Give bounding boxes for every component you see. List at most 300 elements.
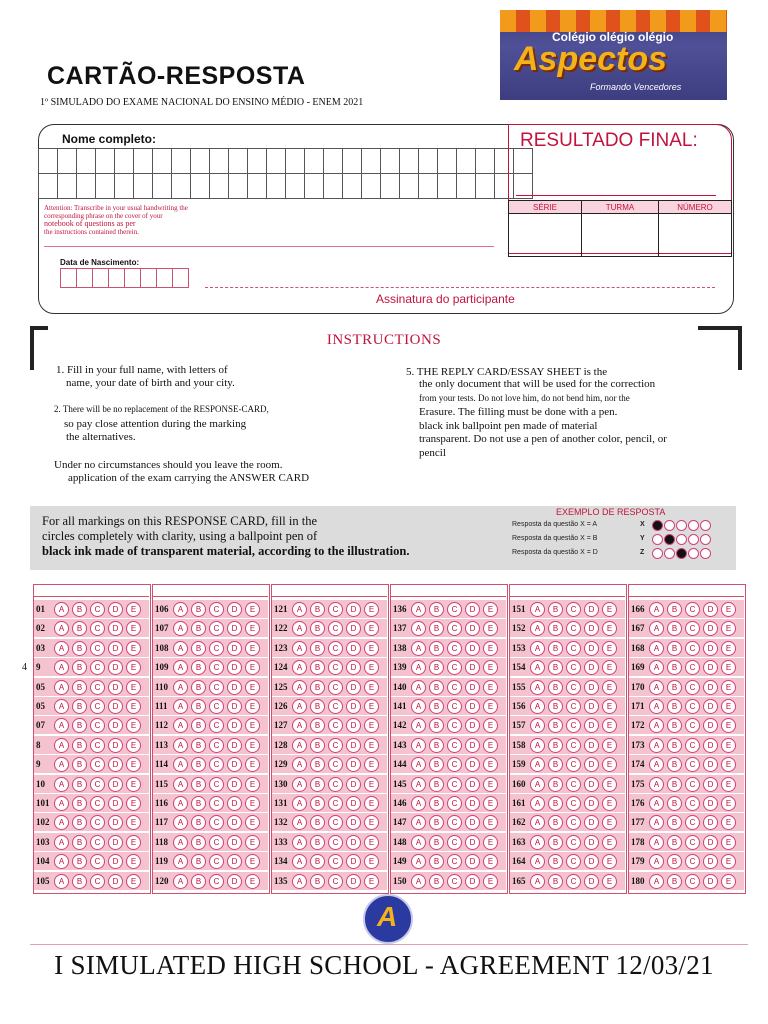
- answer-bubble-d[interactable]: D: [584, 641, 599, 656]
- answer-bubble-d[interactable]: D: [227, 874, 242, 889]
- answer-bubble-d[interactable]: D: [346, 874, 361, 889]
- answer-bubble-e[interactable]: E: [364, 757, 379, 772]
- answer-bubble-c[interactable]: C: [90, 660, 105, 675]
- answer-bubble-d[interactable]: D: [703, 680, 718, 695]
- answer-bubble-b[interactable]: B: [429, 699, 444, 714]
- answer-bubble-e[interactable]: E: [602, 796, 617, 811]
- answer-bubble-d[interactable]: D: [346, 641, 361, 656]
- name-letter-box[interactable]: [362, 149, 381, 174]
- answer-bubble-d[interactable]: D: [465, 835, 480, 850]
- answer-bubble-a[interactable]: A: [530, 854, 545, 869]
- name-letter-box[interactable]: [267, 174, 286, 199]
- answer-bubble-b[interactable]: B: [429, 874, 444, 889]
- answer-bubble-d[interactable]: D: [346, 757, 361, 772]
- name-letter-box[interactable]: [438, 174, 457, 199]
- answer-bubble-b[interactable]: B: [429, 777, 444, 792]
- answer-bubble-d[interactable]: D: [346, 718, 361, 733]
- name-letter-box[interactable]: [39, 149, 58, 174]
- name-letter-box[interactable]: [419, 174, 438, 199]
- answer-bubble-b[interactable]: B: [310, 680, 325, 695]
- answer-bubble-d[interactable]: D: [227, 738, 242, 753]
- answer-bubble-a[interactable]: A: [173, 815, 188, 830]
- answer-bubble-a[interactable]: A: [292, 777, 307, 792]
- answer-bubble-c[interactable]: C: [447, 854, 462, 869]
- name-letter-box[interactable]: [381, 149, 400, 174]
- answer-bubble-b[interactable]: B: [548, 602, 563, 617]
- dob-digit-box[interactable]: [141, 269, 157, 288]
- answer-bubble-a[interactable]: A: [649, 680, 664, 695]
- answer-bubble-c[interactable]: C: [209, 777, 224, 792]
- answer-bubble-d[interactable]: D: [465, 680, 480, 695]
- answer-bubble-c[interactable]: C: [209, 621, 224, 636]
- answer-bubble-c[interactable]: C: [328, 854, 343, 869]
- name-letter-box[interactable]: [77, 149, 96, 174]
- name-letter-box[interactable]: [400, 149, 419, 174]
- dob-digit-box[interactable]: [157, 269, 173, 288]
- numero-field[interactable]: [659, 214, 732, 257]
- answer-bubble-e[interactable]: E: [483, 796, 498, 811]
- answer-bubble-c[interactable]: C: [209, 874, 224, 889]
- answer-bubble-a[interactable]: A: [173, 602, 188, 617]
- answer-bubble-c[interactable]: C: [209, 835, 224, 850]
- answer-bubble-a[interactable]: A: [530, 874, 545, 889]
- answer-bubble-d[interactable]: D: [584, 680, 599, 695]
- answer-bubble-a[interactable]: A: [649, 699, 664, 714]
- answer-bubble-d[interactable]: D: [465, 602, 480, 617]
- answer-bubble-d[interactable]: D: [346, 621, 361, 636]
- answer-bubble-c[interactable]: C: [685, 699, 700, 714]
- answer-bubble-a[interactable]: A: [411, 777, 426, 792]
- answer-bubble-b[interactable]: B: [548, 777, 563, 792]
- dob-boxes[interactable]: [60, 268, 189, 288]
- answer-bubble-a[interactable]: A: [411, 641, 426, 656]
- answer-bubble-b[interactable]: B: [72, 718, 87, 733]
- answer-bubble-d[interactable]: D: [346, 738, 361, 753]
- answer-bubble-c[interactable]: C: [447, 641, 462, 656]
- name-letter-box[interactable]: [115, 149, 134, 174]
- answer-bubble-e[interactable]: E: [721, 757, 736, 772]
- answer-bubble-c[interactable]: C: [447, 738, 462, 753]
- name-letter-box[interactable]: [172, 174, 191, 199]
- answer-bubble-d[interactable]: D: [108, 874, 123, 889]
- answer-bubble-e[interactable]: E: [721, 699, 736, 714]
- answer-bubble-b[interactable]: B: [191, 602, 206, 617]
- answer-bubble-c[interactable]: C: [328, 718, 343, 733]
- answer-bubble-a[interactable]: A: [649, 757, 664, 772]
- answer-bubble-e[interactable]: E: [364, 777, 379, 792]
- answer-bubble-e[interactable]: E: [602, 815, 617, 830]
- answer-bubble-e[interactable]: E: [126, 854, 141, 869]
- answer-bubble-a[interactable]: A: [292, 796, 307, 811]
- answer-bubble-c[interactable]: C: [685, 757, 700, 772]
- answer-bubble-b[interactable]: B: [548, 621, 563, 636]
- name-letter-box[interactable]: [210, 149, 229, 174]
- answer-bubble-c[interactable]: C: [328, 621, 343, 636]
- answer-bubble-a[interactable]: A: [649, 641, 664, 656]
- answer-bubble-c[interactable]: C: [209, 757, 224, 772]
- name-letter-box[interactable]: [39, 174, 58, 199]
- answer-bubble-a[interactable]: A: [54, 738, 69, 753]
- answer-bubble-b[interactable]: B: [72, 660, 87, 675]
- answer-bubble-a[interactable]: A: [411, 757, 426, 772]
- answer-bubble-a[interactable]: A: [173, 699, 188, 714]
- answer-bubble-d[interactable]: D: [108, 680, 123, 695]
- answer-bubble-a[interactable]: A: [530, 680, 545, 695]
- answer-bubble-e[interactable]: E: [483, 777, 498, 792]
- answer-bubble-e[interactable]: E: [245, 621, 260, 636]
- answer-bubble-c[interactable]: C: [566, 874, 581, 889]
- name-letter-box[interactable]: [305, 174, 324, 199]
- answer-bubble-a[interactable]: A: [173, 641, 188, 656]
- answer-bubble-c[interactable]: C: [685, 777, 700, 792]
- answer-bubble-a[interactable]: A: [54, 757, 69, 772]
- answer-bubble-b[interactable]: B: [310, 718, 325, 733]
- answer-bubble-c[interactable]: C: [685, 738, 700, 753]
- phrase-line[interactable]: [44, 246, 494, 247]
- answer-bubble-c[interactable]: C: [447, 777, 462, 792]
- answer-bubble-c[interactable]: C: [566, 718, 581, 733]
- answer-bubble-a[interactable]: A: [649, 718, 664, 733]
- answer-bubble-b[interactable]: B: [310, 777, 325, 792]
- name-letter-box[interactable]: [77, 174, 96, 199]
- answer-bubble-e[interactable]: E: [483, 718, 498, 733]
- answer-bubble-b[interactable]: B: [667, 874, 682, 889]
- answer-bubble-a[interactable]: A: [649, 738, 664, 753]
- serie-field[interactable]: [509, 214, 582, 257]
- answer-bubble-b[interactable]: B: [548, 854, 563, 869]
- answer-bubble-a[interactable]: A: [173, 660, 188, 675]
- answer-bubble-d[interactable]: D: [346, 854, 361, 869]
- answer-bubble-d[interactable]: D: [584, 699, 599, 714]
- answer-bubble-c[interactable]: C: [90, 602, 105, 617]
- answer-bubble-d[interactable]: D: [108, 738, 123, 753]
- answer-bubble-b[interactable]: B: [429, 602, 444, 617]
- answer-bubble-d[interactable]: D: [108, 835, 123, 850]
- answer-bubble-d[interactable]: D: [108, 699, 123, 714]
- answer-bubble-a[interactable]: A: [530, 621, 545, 636]
- answer-bubble-a[interactable]: A: [173, 621, 188, 636]
- answer-bubble-a[interactable]: A: [292, 621, 307, 636]
- answer-bubble-b[interactable]: B: [548, 680, 563, 695]
- answer-bubble-a[interactable]: A: [411, 660, 426, 675]
- answer-bubble-e[interactable]: E: [602, 602, 617, 617]
- answer-bubble-d[interactable]: D: [703, 621, 718, 636]
- answer-bubble-e[interactable]: E: [721, 815, 736, 830]
- answer-bubble-e[interactable]: E: [126, 815, 141, 830]
- answer-bubble-d[interactable]: D: [465, 738, 480, 753]
- answer-bubble-c[interactable]: C: [328, 738, 343, 753]
- answer-bubble-b[interactable]: B: [548, 738, 563, 753]
- answer-bubble-b[interactable]: B: [667, 777, 682, 792]
- answer-bubble-a[interactable]: A: [530, 815, 545, 830]
- name-letter-box[interactable]: [476, 174, 495, 199]
- answer-bubble-e[interactable]: E: [721, 874, 736, 889]
- answer-bubble-a[interactable]: A: [649, 777, 664, 792]
- answer-bubble-d[interactable]: D: [703, 738, 718, 753]
- answer-bubble-a[interactable]: A: [292, 835, 307, 850]
- answer-bubble-c[interactable]: C: [685, 815, 700, 830]
- answer-bubble-a[interactable]: A: [411, 835, 426, 850]
- name-letter-box[interactable]: [115, 174, 134, 199]
- answer-bubble-d[interactable]: D: [108, 621, 123, 636]
- answer-bubble-d[interactable]: D: [584, 718, 599, 733]
- answer-bubble-b[interactable]: B: [667, 699, 682, 714]
- answer-bubble-b[interactable]: B: [548, 796, 563, 811]
- answer-bubble-b[interactable]: B: [191, 815, 206, 830]
- answer-bubble-e[interactable]: E: [602, 718, 617, 733]
- answer-bubble-b[interactable]: B: [72, 874, 87, 889]
- answer-bubble-d[interactable]: D: [465, 660, 480, 675]
- answer-bubble-b[interactable]: B: [667, 738, 682, 753]
- name-letter-box[interactable]: [191, 174, 210, 199]
- answer-bubble-c[interactable]: C: [209, 680, 224, 695]
- answer-bubble-b[interactable]: B: [72, 796, 87, 811]
- answer-bubble-e[interactable]: E: [245, 718, 260, 733]
- answer-bubble-a[interactable]: A: [292, 680, 307, 695]
- answer-bubble-c[interactable]: C: [685, 602, 700, 617]
- name-letter-box[interactable]: [400, 174, 419, 199]
- answer-bubble-c[interactable]: C: [209, 738, 224, 753]
- answer-bubble-d[interactable]: D: [584, 738, 599, 753]
- answer-bubble-a[interactable]: A: [530, 757, 545, 772]
- answer-bubble-a[interactable]: A: [54, 660, 69, 675]
- name-letter-box[interactable]: [134, 149, 153, 174]
- answer-bubble-c[interactable]: C: [447, 815, 462, 830]
- answer-bubble-e[interactable]: E: [483, 835, 498, 850]
- answer-bubble-e[interactable]: E: [245, 660, 260, 675]
- name-letter-box[interactable]: [324, 174, 343, 199]
- answer-bubble-e[interactable]: E: [245, 757, 260, 772]
- answer-bubble-a[interactable]: A: [54, 854, 69, 869]
- answer-bubble-b[interactable]: B: [667, 641, 682, 656]
- answer-bubble-e[interactable]: E: [483, 815, 498, 830]
- name-letter-box[interactable]: [210, 174, 229, 199]
- answer-bubble-b[interactable]: B: [191, 680, 206, 695]
- answer-bubble-c[interactable]: C: [566, 777, 581, 792]
- answer-bubble-d[interactable]: D: [584, 796, 599, 811]
- answer-bubble-d[interactable]: D: [465, 796, 480, 811]
- answer-bubble-e[interactable]: E: [483, 602, 498, 617]
- answer-bubble-e[interactable]: E: [126, 738, 141, 753]
- answer-bubble-d[interactable]: D: [465, 854, 480, 869]
- answer-bubble-d[interactable]: D: [227, 718, 242, 733]
- answer-bubble-a[interactable]: A: [530, 718, 545, 733]
- answer-bubble-d[interactable]: D: [227, 621, 242, 636]
- answer-bubble-e[interactable]: E: [364, 738, 379, 753]
- answer-bubble-b[interactable]: B: [310, 641, 325, 656]
- answer-bubble-a[interactable]: A: [649, 874, 664, 889]
- answer-bubble-a[interactable]: A: [54, 874, 69, 889]
- answer-bubble-e[interactable]: E: [483, 757, 498, 772]
- dob-digit-box[interactable]: [173, 269, 189, 288]
- answer-bubble-b[interactable]: B: [310, 699, 325, 714]
- answer-bubble-e[interactable]: E: [483, 738, 498, 753]
- answer-bubble-b[interactable]: B: [191, 641, 206, 656]
- answer-bubble-d[interactable]: D: [584, 660, 599, 675]
- answer-bubble-d[interactable]: D: [227, 602, 242, 617]
- answer-bubble-d[interactable]: D: [703, 835, 718, 850]
- answer-bubble-c[interactable]: C: [447, 621, 462, 636]
- answer-bubble-a[interactable]: A: [411, 602, 426, 617]
- answer-bubble-d[interactable]: D: [108, 641, 123, 656]
- answer-bubble-c[interactable]: C: [566, 699, 581, 714]
- answer-bubble-a[interactable]: A: [530, 777, 545, 792]
- answer-bubble-c[interactable]: C: [685, 660, 700, 675]
- answer-bubble-e[interactable]: E: [721, 796, 736, 811]
- answer-bubble-e[interactable]: E: [602, 641, 617, 656]
- answer-bubble-b[interactable]: B: [667, 602, 682, 617]
- answer-bubble-b[interactable]: B: [72, 680, 87, 695]
- name-grid[interactable]: [38, 148, 533, 199]
- answer-bubble-e[interactable]: E: [602, 738, 617, 753]
- answer-bubble-d[interactable]: D: [584, 835, 599, 850]
- name-letter-box[interactable]: [362, 174, 381, 199]
- turma-field[interactable]: [582, 214, 659, 257]
- answer-bubble-a[interactable]: A: [530, 796, 545, 811]
- answer-bubble-e[interactable]: E: [364, 641, 379, 656]
- answer-bubble-e[interactable]: E: [721, 621, 736, 636]
- answer-bubble-a[interactable]: A: [649, 796, 664, 811]
- answer-bubble-d[interactable]: D: [346, 699, 361, 714]
- answer-bubble-d[interactable]: D: [108, 718, 123, 733]
- answer-bubble-a[interactable]: A: [54, 699, 69, 714]
- answer-bubble-e[interactable]: E: [126, 602, 141, 617]
- answer-bubble-d[interactable]: D: [703, 874, 718, 889]
- answer-bubble-a[interactable]: A: [411, 796, 426, 811]
- answer-bubble-e[interactable]: E: [483, 874, 498, 889]
- answer-bubble-b[interactable]: B: [667, 815, 682, 830]
- answer-bubble-c[interactable]: C: [447, 660, 462, 675]
- name-letter-box[interactable]: [96, 174, 115, 199]
- answer-bubble-b[interactable]: B: [310, 815, 325, 830]
- answer-bubble-c[interactable]: C: [566, 815, 581, 830]
- answer-bubble-b[interactable]: B: [72, 835, 87, 850]
- answer-bubble-c[interactable]: C: [566, 621, 581, 636]
- answer-bubble-c[interactable]: C: [90, 757, 105, 772]
- answer-bubble-a[interactable]: A: [411, 854, 426, 869]
- answer-bubble-c[interactable]: C: [209, 602, 224, 617]
- answer-bubble-e[interactable]: E: [245, 835, 260, 850]
- answer-bubble-c[interactable]: C: [685, 680, 700, 695]
- answer-bubble-e[interactable]: E: [483, 680, 498, 695]
- answer-bubble-c[interactable]: C: [685, 796, 700, 811]
- answer-bubble-c[interactable]: C: [566, 602, 581, 617]
- answer-bubble-b[interactable]: B: [429, 835, 444, 850]
- answer-bubble-e[interactable]: E: [245, 699, 260, 714]
- answer-bubble-b[interactable]: B: [191, 757, 206, 772]
- answer-bubble-a[interactable]: A: [54, 796, 69, 811]
- answer-bubble-c[interactable]: C: [90, 699, 105, 714]
- answer-bubble-d[interactable]: D: [346, 815, 361, 830]
- answer-bubble-c[interactable]: C: [566, 757, 581, 772]
- answer-bubble-e[interactable]: E: [364, 874, 379, 889]
- answer-bubble-d[interactable]: D: [346, 660, 361, 675]
- answer-bubble-a[interactable]: A: [292, 660, 307, 675]
- answer-bubble-c[interactable]: C: [447, 835, 462, 850]
- name-letter-box[interactable]: [267, 149, 286, 174]
- answer-bubble-b[interactable]: B: [429, 660, 444, 675]
- answer-bubble-c[interactable]: C: [685, 641, 700, 656]
- answer-bubble-a[interactable]: A: [292, 699, 307, 714]
- answer-bubble-b[interactable]: B: [667, 621, 682, 636]
- answer-bubble-b[interactable]: B: [72, 777, 87, 792]
- answer-bubble-a[interactable]: A: [649, 854, 664, 869]
- answer-bubble-c[interactable]: C: [328, 796, 343, 811]
- answer-bubble-a[interactable]: A: [411, 718, 426, 733]
- answer-bubble-b[interactable]: B: [72, 602, 87, 617]
- answer-bubble-a[interactable]: A: [649, 660, 664, 675]
- name-letter-box[interactable]: [153, 149, 172, 174]
- answer-bubble-c[interactable]: C: [566, 738, 581, 753]
- answer-bubble-b[interactable]: B: [429, 680, 444, 695]
- answer-bubble-a[interactable]: A: [292, 815, 307, 830]
- answer-bubble-d[interactable]: D: [703, 854, 718, 869]
- answer-bubble-e[interactable]: E: [483, 699, 498, 714]
- answer-bubble-d[interactable]: D: [227, 699, 242, 714]
- answer-bubble-d[interactable]: D: [108, 602, 123, 617]
- answer-bubble-d[interactable]: D: [227, 680, 242, 695]
- answer-bubble-c[interactable]: C: [90, 796, 105, 811]
- answer-bubble-d[interactable]: D: [584, 777, 599, 792]
- answer-bubble-e[interactable]: E: [364, 602, 379, 617]
- answer-bubble-b[interactable]: B: [667, 757, 682, 772]
- answer-bubble-c[interactable]: C: [328, 815, 343, 830]
- answer-bubble-d[interactable]: D: [584, 602, 599, 617]
- answer-bubble-d[interactable]: D: [227, 835, 242, 850]
- answer-bubble-c[interactable]: C: [209, 660, 224, 675]
- answer-bubble-b[interactable]: B: [548, 718, 563, 733]
- answer-bubble-d[interactable]: D: [108, 796, 123, 811]
- answer-bubble-a[interactable]: A: [530, 641, 545, 656]
- answer-bubble-c[interactable]: C: [447, 718, 462, 733]
- answer-bubble-d[interactable]: D: [465, 874, 480, 889]
- answer-bubble-e[interactable]: E: [721, 602, 736, 617]
- answer-bubble-b[interactable]: B: [310, 874, 325, 889]
- answer-bubble-b[interactable]: B: [667, 660, 682, 675]
- answer-bubble-c[interactable]: C: [328, 641, 343, 656]
- answer-bubble-e[interactable]: E: [245, 641, 260, 656]
- answer-bubble-d[interactable]: D: [584, 621, 599, 636]
- answer-bubble-d[interactable]: D: [465, 641, 480, 656]
- dob-digit-box[interactable]: [125, 269, 141, 288]
- answer-bubble-e[interactable]: E: [126, 680, 141, 695]
- answer-bubble-e[interactable]: E: [602, 757, 617, 772]
- answer-bubble-a[interactable]: A: [649, 602, 664, 617]
- answer-bubble-b[interactable]: B: [310, 602, 325, 617]
- answer-bubble-c[interactable]: C: [685, 835, 700, 850]
- answer-bubble-e[interactable]: E: [126, 796, 141, 811]
- answer-bubble-c[interactable]: C: [209, 815, 224, 830]
- answer-bubble-d[interactable]: D: [703, 815, 718, 830]
- answer-bubble-d[interactable]: D: [703, 660, 718, 675]
- answer-bubble-d[interactable]: D: [584, 854, 599, 869]
- answer-bubble-e[interactable]: E: [721, 777, 736, 792]
- answer-bubble-e[interactable]: E: [602, 621, 617, 636]
- answer-bubble-a[interactable]: A: [292, 738, 307, 753]
- answer-bubble-e[interactable]: E: [602, 835, 617, 850]
- answer-bubble-d[interactable]: D: [465, 699, 480, 714]
- answer-bubble-b[interactable]: B: [191, 796, 206, 811]
- answer-bubble-b[interactable]: B: [72, 815, 87, 830]
- answer-bubble-e[interactable]: E: [483, 621, 498, 636]
- answer-bubble-d[interactable]: D: [465, 777, 480, 792]
- answer-bubble-d[interactable]: D: [346, 835, 361, 850]
- answer-bubble-a[interactable]: A: [173, 854, 188, 869]
- answer-bubble-b[interactable]: B: [72, 738, 87, 753]
- answer-bubble-b[interactable]: B: [72, 699, 87, 714]
- answer-bubble-c[interactable]: C: [566, 854, 581, 869]
- answer-bubble-e[interactable]: E: [364, 660, 379, 675]
